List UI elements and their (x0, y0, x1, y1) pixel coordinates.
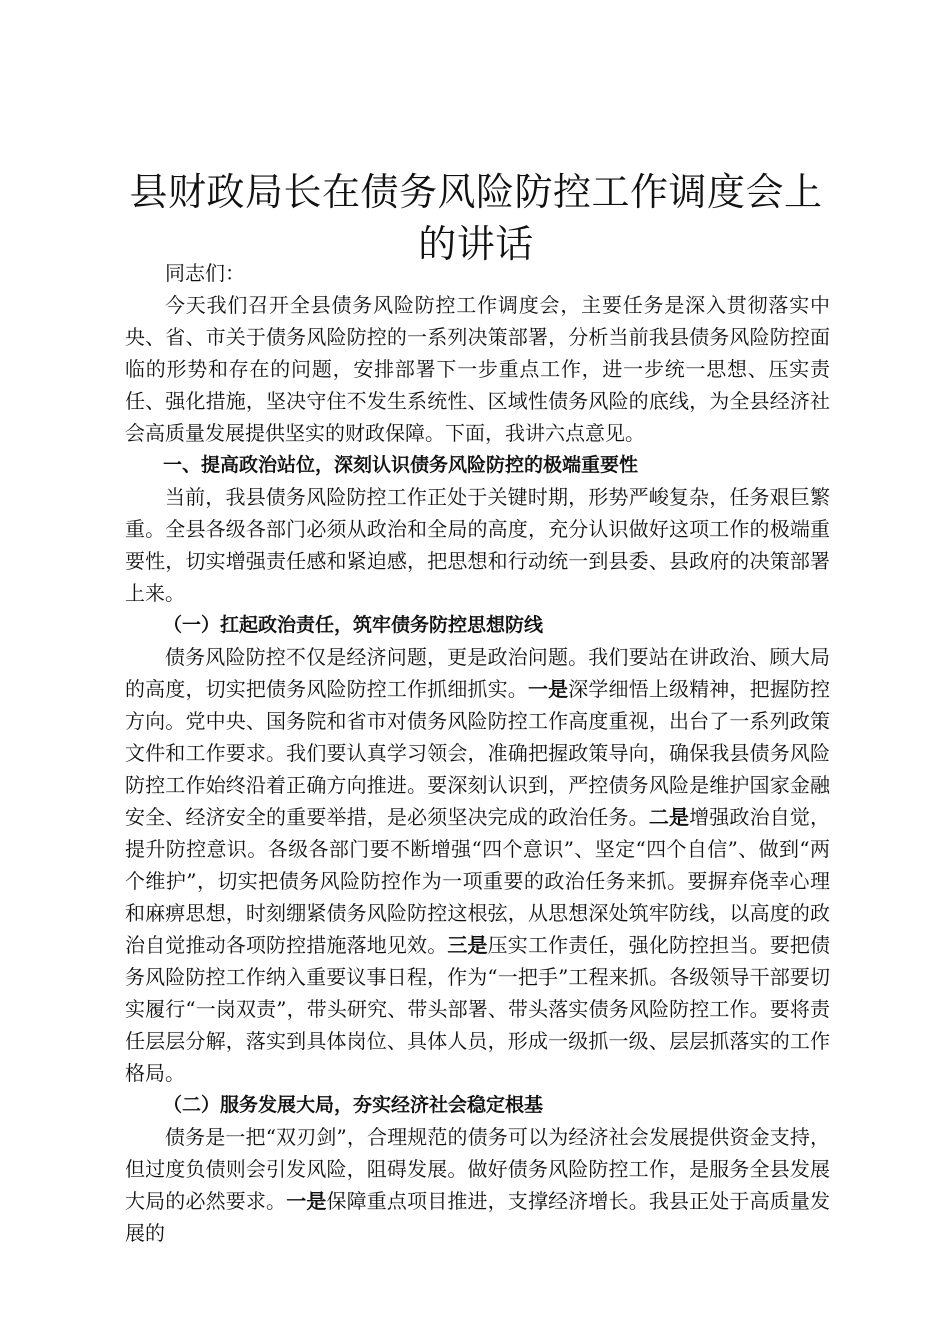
keyword-three: 三是 (447, 933, 488, 957)
text-run: 保障重点项目推进，支撑经济增长。我县正处于高质量发展的 (125, 1189, 831, 1245)
text-run: 债务风险防控不仅是经济问题，更是政治问题。我们要站在讲政治、顾大局的高度，切实把债务风险防控工作抓细抓实。 (125, 645, 830, 701)
section-heading-1: 一、提高政治站位，深刻认识债务风险防控的极端重要性 (163, 454, 639, 476)
subsection-1-paragraph (125, 641, 830, 1089)
text-run: 深学细悟上级精神，把握防控方向。党中央、国务院和省市对债务风险防控工作高度重视，出台了一系列政策文件和工作要求。我们要认真学习领会，准确把握政策导向，确保我县债务风险防控工作始终沿着正确方向推进。要深刻认识到，严控债务风险是维护国家金融安全、经济安全的重要举措，是必须坚决完成的政治任务。 (125, 677, 831, 829)
keyword-one: 一是 (286, 1189, 327, 1213)
salutation: 同志们： (165, 261, 245, 285)
keyword-two: 二是 (648, 805, 690, 829)
text-run: 债务是一把“双刃剑”，合理规范的债务可以为经济社会发展提供资金支持，但过度负债则会引发风险，阻碍发展。做好债务风险防控工作，是服务全县发展大局的必然要求。 (125, 1125, 830, 1213)
document-body (125, 257, 830, 1249)
subsection-heading-1: （一）扛起政治责任，筑牢债务防控思想防线 (163, 614, 544, 636)
text-run: 增强政治自觉，提升防控意识。各级各部门要不断增强“四个意识”、坚定“四个自信”、做到“两个维护”，切实把债务风险防控作为一项重要的政治任务来抓。要摒弃侥幸心理和麻痹思想，时刻绷紧债务风险防控这根弦，从思想深处筑牢防线，以高度的政治自觉推动各项防控措施落地见效。 (125, 805, 831, 957)
subsection-heading-2: （二）服务发展大局，夯实经济社会稳定根基 (163, 1094, 544, 1116)
keyword-one: 一是 (527, 677, 569, 701)
document-title: 县财政局长在债务风险防控工作调度会上的讲话 (129, 170, 823, 266)
intro-paragraph: 今天我们召开全县债务风险防控工作调度会，主要任务是深入贯彻落实中央、省、市关于债务风险防控的一系列决策部署，分析当前我县债务风险防控面临的形势和存在的问题，安排部署下一步重点工作，进一步统一思想、压实责任、强化措施，坚决守住不发生系统性、区域性债务风险的底线，为全县经济社会高质量发展提供坚实的财政保障。下面，我讲六点意见。 (125, 293, 830, 445)
subsection-2-paragraph (125, 1121, 830, 1249)
text-run: 压实工作责任，强化防控担当。要把债务风险防控工作纳入重要议事日程，作为“一把手”工程来抓。各级领导干部要切实履行“一岗双责”，带头研究、带头部署、带头落实债务风险防控工作。要将责任层层分解，落实到具体岗位、具体人员，形成一级抓一级、层层抓落实的工作格局。 (125, 933, 831, 1085)
section-1-paragraph: 当前，我县债务风险防控工作正处于关键时期，形势严峻复杂，任务艰巨繁重。全县各级各部门必须从政治和全局的高度，充分认识做好这项工作的极端重要性，切实增强责任感和紧迫感，把思想和行动统一到县委、县政府的决策部署上来。 (125, 485, 830, 605)
